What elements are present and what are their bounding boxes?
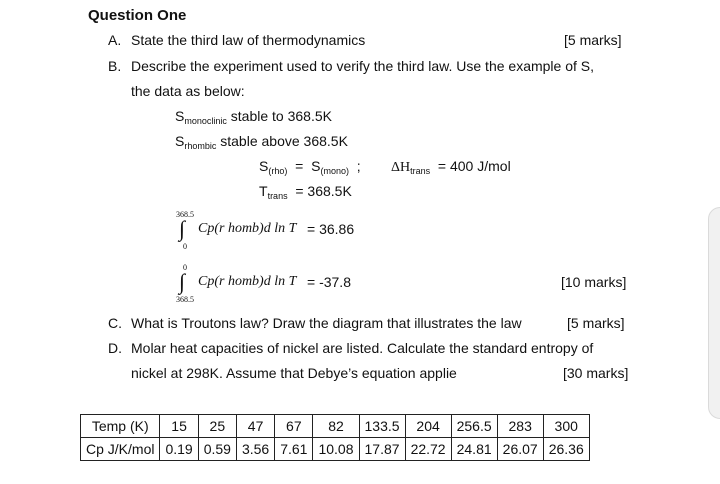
- table-cell: 256.5: [451, 415, 497, 438]
- integral-2-sign: ∫: [179, 269, 186, 294]
- integral-1-sign: ∫: [179, 216, 186, 241]
- table-row-temperature: [81, 415, 590, 438]
- rhombic-line: $S_{rhombic}$ stable above 368.5K: [175, 133, 348, 151]
- question-a-marks: [5 marks]: [564, 32, 622, 48]
- question-b-letter: B.: [108, 58, 122, 74]
- table-cell: 26.36: [543, 438, 589, 461]
- integral-2-expression: Cp(r homb)d ln T: [198, 274, 297, 289]
- table-cell: 0.19: [160, 438, 198, 461]
- integral-1-upper-limit: 368.5: [176, 210, 194, 219]
- question-b-text-line2: the data as below:: [131, 83, 245, 99]
- table-cell: 17.87: [359, 438, 405, 461]
- table-cell: 26.07: [497, 438, 543, 461]
- integral-1-expression: Cp(r homb)d ln T: [198, 221, 297, 236]
- table-cell: 24.81: [451, 438, 497, 461]
- table-cell: 0.59: [198, 438, 236, 461]
- table-cell: 283: [497, 415, 543, 438]
- enthalpy-equation: $\Delta H_{trans} = 400$ J/mol: [391, 158, 511, 176]
- table-cell: 300: [543, 415, 589, 438]
- entropy-equation: $S_{(rho)} = S_{(mono)}$ ;: [259, 158, 361, 176]
- question-c-text: What is Troutons law? Draw the diagram that illustrates the law: [131, 315, 522, 331]
- row-label: Cp J/K/mol: [81, 438, 160, 461]
- question-heading: Question One: [88, 7, 187, 24]
- table-cell: 7.61: [275, 438, 313, 461]
- table-cell: 3.56: [236, 438, 274, 461]
- question-b-marks: [10 marks]: [561, 274, 627, 290]
- table-row-heat-capacity: [81, 438, 590, 461]
- integral-2-value: = -37.8: [307, 274, 351, 290]
- question-c-letter: C.: [108, 315, 122, 331]
- integral-1-value: = 36.86: [307, 221, 355, 237]
- question-a-text: State the third law of thermodynamics: [131, 32, 366, 48]
- question-d-text-line1: Molar heat capacities of nickel are listed. Calculate the standard entropy of: [131, 340, 594, 356]
- table-cell: 67: [275, 415, 313, 438]
- table-cell: 47: [236, 415, 274, 438]
- question-d-letter: D.: [108, 340, 122, 356]
- question-a-letter: A.: [108, 32, 122, 48]
- monoclinic-line: $S_{monoclinic}$ stable to 368.5K: [175, 108, 332, 126]
- table-cell: 15: [160, 415, 198, 438]
- table-cell: 133.5: [359, 415, 405, 438]
- table-cell: 22.72: [405, 438, 451, 461]
- table-cell: 82: [313, 415, 359, 438]
- integral-2-lower-limit: 368.5: [176, 295, 194, 304]
- question-c-marks: [5 marks]: [567, 315, 625, 331]
- question-d-marks: [30 marks]: [563, 365, 629, 381]
- question-d-text-line2: nickel at 298K. Assume that Debye’s equation applie: [131, 365, 457, 381]
- heat-capacity-table: [80, 414, 590, 461]
- side-panel-handle[interactable]: [708, 207, 720, 419]
- transition-temperature: $T_{trans} = 368.5K$: [259, 183, 352, 201]
- question-b-text-line1: Describe the experiment used to verify the third law. Use the example of S,: [131, 58, 595, 74]
- integral-1-lower-limit: 0: [183, 242, 187, 251]
- table-cell: 10.08: [313, 438, 359, 461]
- table-cell: 204: [405, 415, 451, 438]
- table-cell: 25: [198, 415, 236, 438]
- row-label: Temp (K): [81, 415, 160, 438]
- integral-2-upper-limit: 0: [183, 263, 187, 272]
